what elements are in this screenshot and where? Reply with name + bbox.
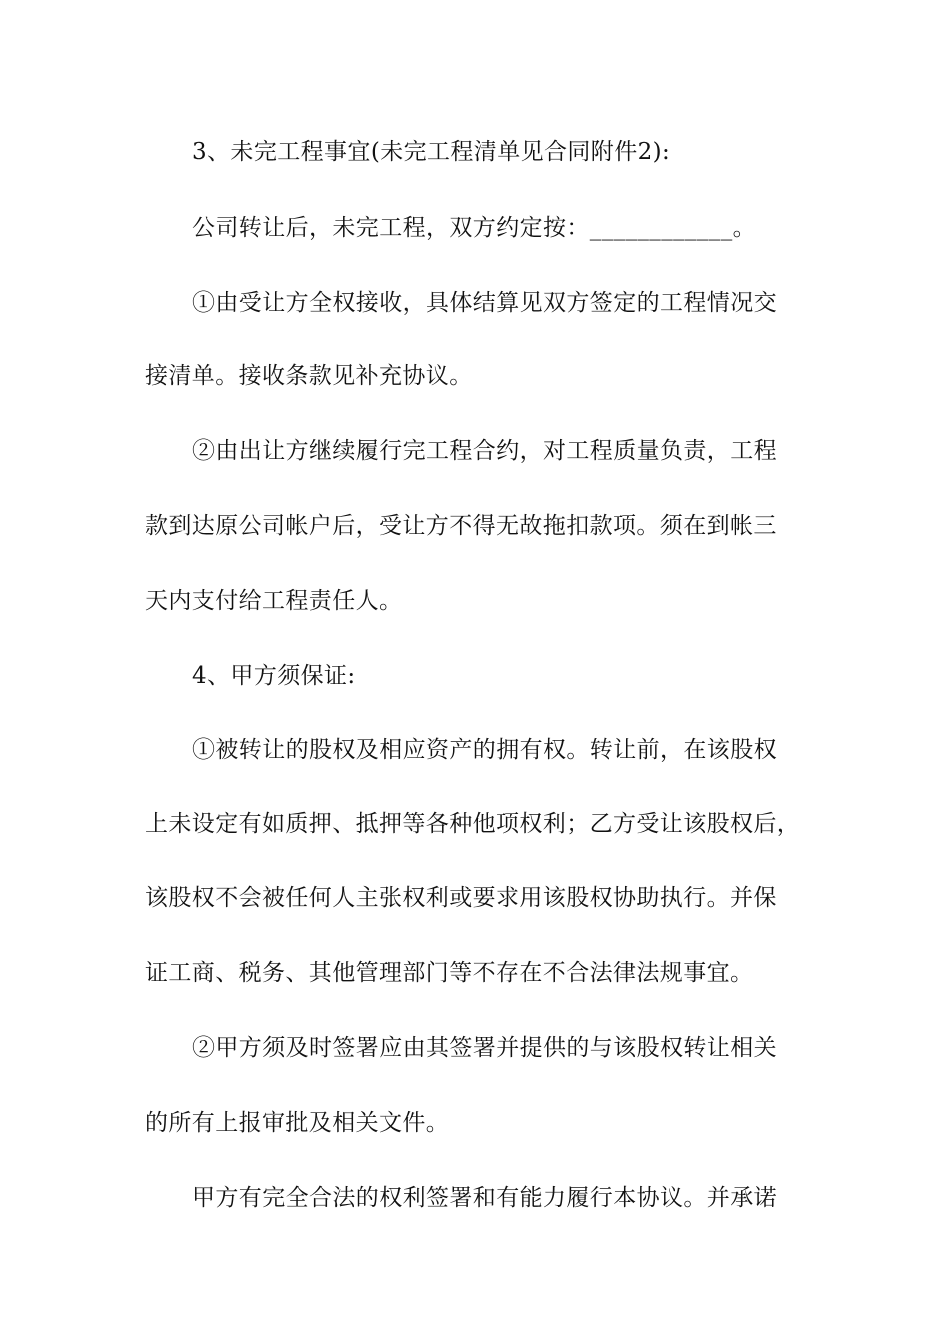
paragraph-line: 天内支付给工程责任人。 (145, 588, 403, 614)
paragraph-line: 4、甲方须保证: (192, 663, 356, 689)
paragraph-line: ①被转让的股权及相应资产的拥有权。转让前，在该股权 (192, 737, 777, 763)
paragraph-line: 接清单。接收条款见补充协议。 (145, 363, 473, 389)
paragraph-line: 公司转让后，未完工程，双方约定按：____________。 (192, 215, 756, 241)
paragraph-line: 该股权不会被任何人主张权利或要求用该股权协助执行。并保 (145, 885, 777, 911)
paragraph-line: 3、未完工程事宜(未完工程清单见合同附件2): (192, 139, 671, 165)
paragraph-line: 甲方有完全合法的权利签署和有能力履行本协议。并承诺 (192, 1185, 777, 1211)
paragraph-line: ②甲方须及时签署应由其签署并提供的与该股权转让相关 (192, 1035, 777, 1061)
paragraph-line: 上未设定有如质押、抵押等各种他项权利；乙方受让该股权后， (145, 811, 801, 837)
paragraph-line: 款到达原公司帐户后，受让方不得无故拖扣款项。须在到帐三 (145, 513, 777, 539)
paragraph-line: 的所有上报审批及相关文件。 (145, 1110, 450, 1136)
paragraph-line: 证工商、税务、其他管理部门等不存在不合法律法规事宜。 (145, 960, 754, 986)
paragraph-line: ①由受让方全权接收，具体结算见双方签定的工程情况交 (192, 290, 777, 316)
paragraph-line: ②由出让方继续履行完工程合约，对工程质量负责，工程 (192, 438, 777, 464)
